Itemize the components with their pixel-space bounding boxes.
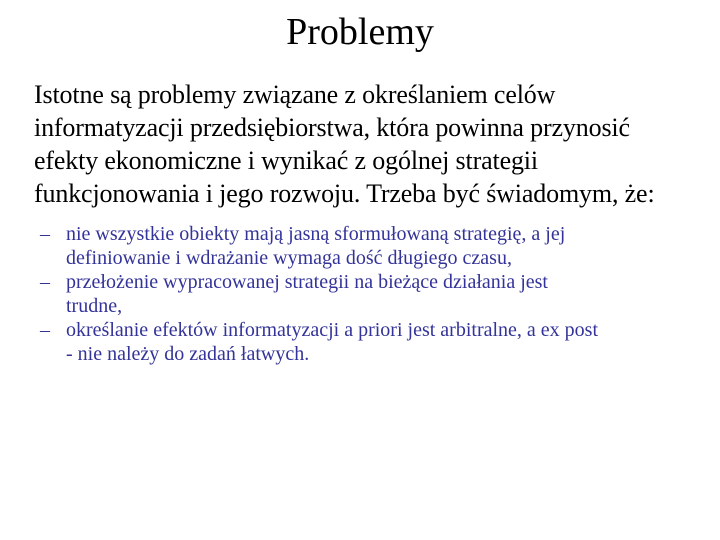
bullet-line: nie wszystkie obiekty mają jasną sformułowaną strategię, a jej [66, 223, 566, 245]
bullet-dash: – [40, 223, 50, 245]
bullet-item [36, 318, 720, 366]
slide-title: Problemy [286, 11, 434, 53]
bullet-line: definiowanie i wdrażanie wymaga dość długiego czasu, [66, 247, 512, 269]
intro-line: efekty ekonomiczne i wynikać z ogólnej strategii [34, 146, 538, 175]
bullet-line: trudne, [66, 295, 123, 317]
intro-line: informatyzacji przedsiębiorstwa, która powinna przynosić [34, 113, 630, 142]
bullet-dash: – [40, 271, 50, 293]
bullet-line: określanie efektów informatyzacji a priori jest arbitralne, a ex post [66, 319, 599, 341]
bullet-dash: – [40, 319, 50, 341]
bullet-line: przełożenie wypracowanej strategii na bieżące działania jest [66, 271, 548, 293]
intro-line: funkcjonowania i jego rozwoju. Trzeba być świadomym, że: [34, 179, 655, 208]
intro-paragraph [34, 78, 718, 210]
bullet-item [36, 222, 720, 270]
intro-line: Istotne są problemy związane z określaniem celów [34, 80, 556, 109]
bullet-line: - nie należy do zadań łatwych. [66, 343, 310, 365]
bullet-list [36, 222, 720, 366]
bullet-item [36, 270, 720, 318]
